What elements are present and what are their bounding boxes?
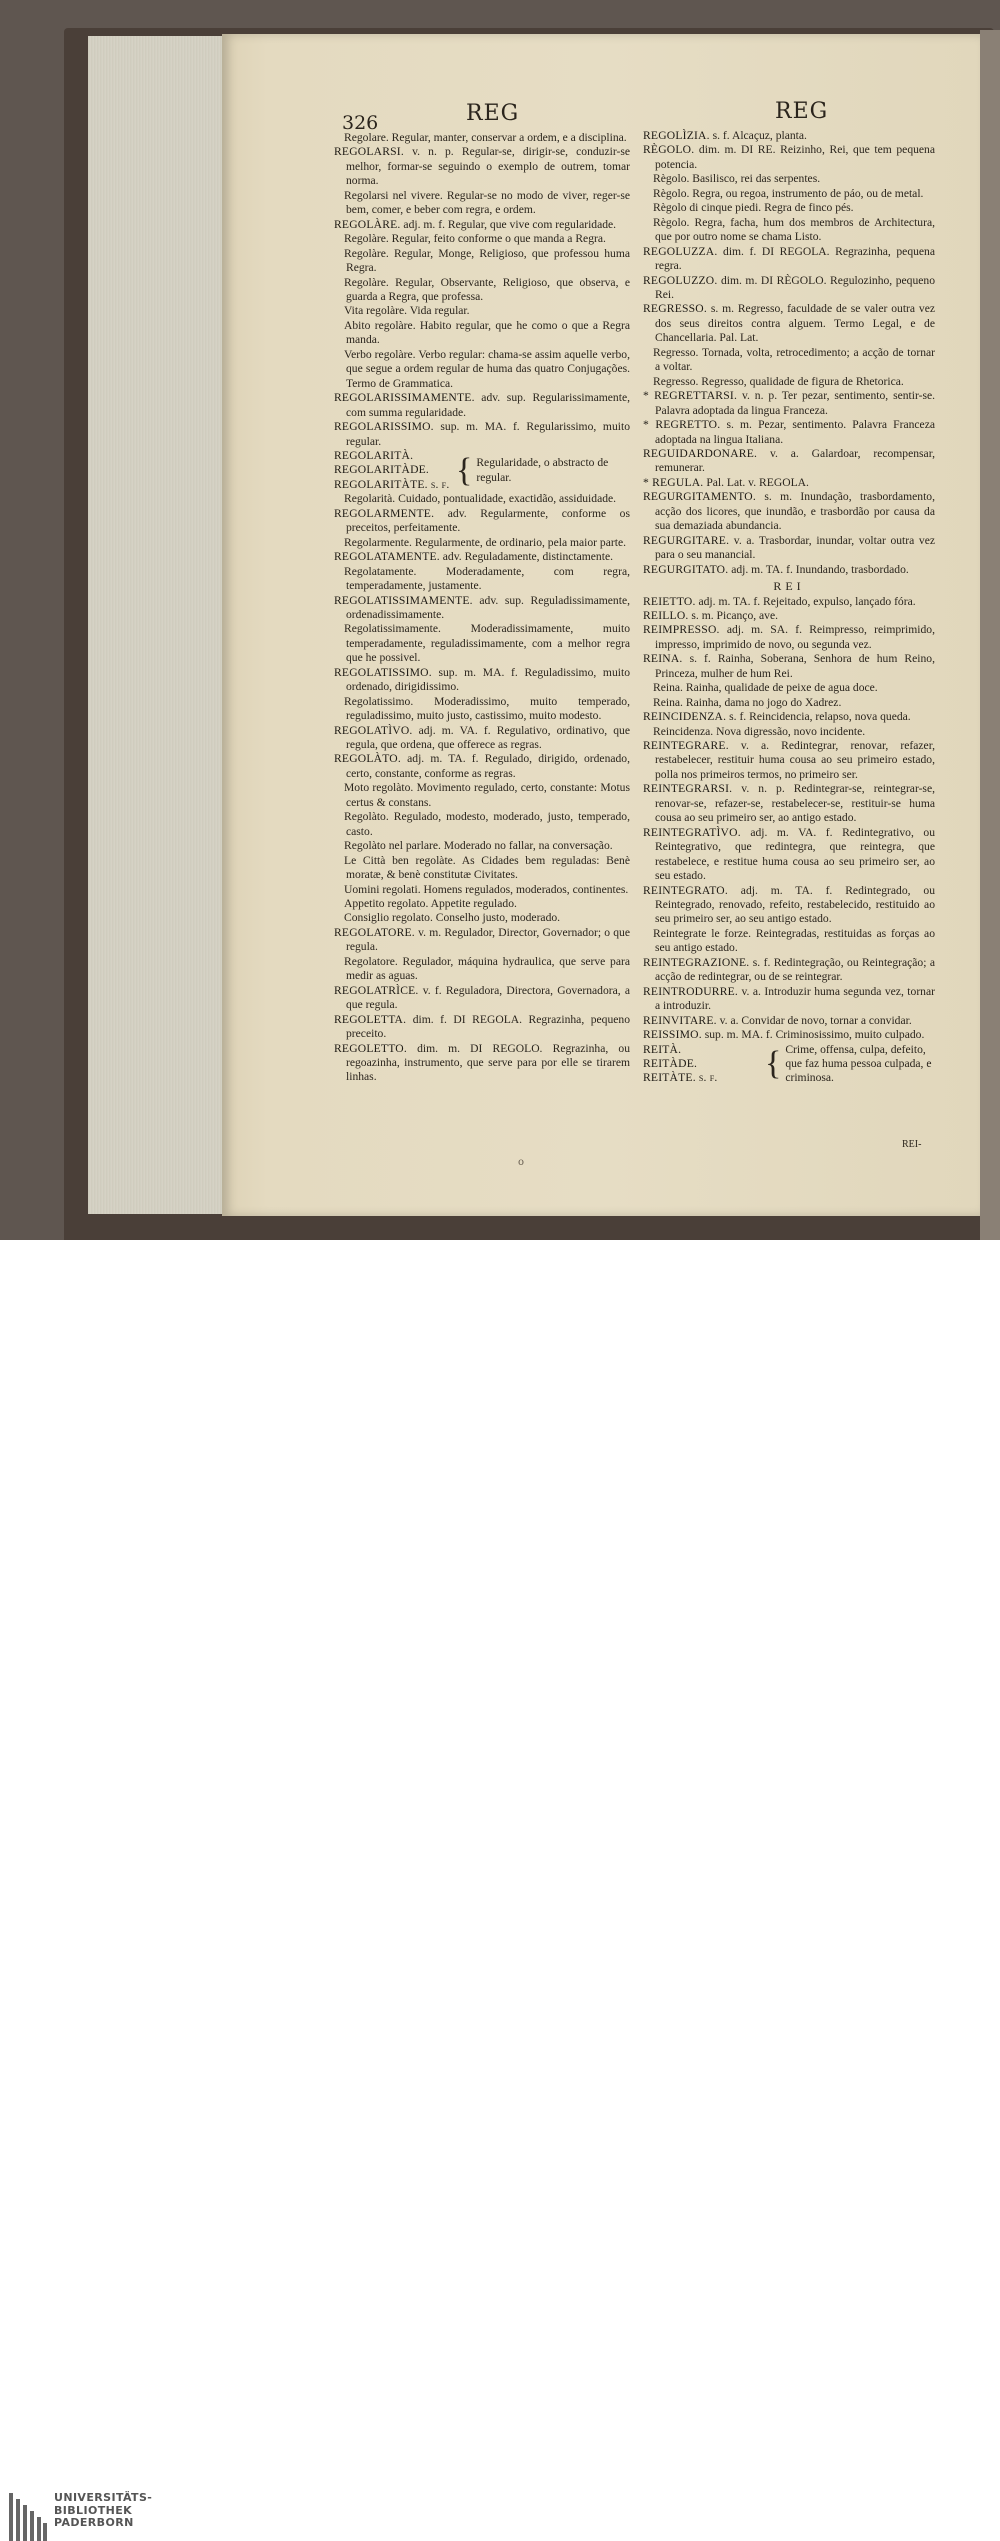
- dictionary-entry: [334, 926, 630, 955]
- headword: REITÀ.: [643, 1042, 682, 1056]
- definition: Pal. Lat. v. REGOLA.: [703, 475, 809, 489]
- dictionary-entry: [334, 724, 630, 753]
- footer: [0, 1240, 1000, 2529]
- sense-line: Abito regolàre. Habito regular, que he como o que a Regra manda.: [344, 318, 630, 347]
- dictionary-entry: [643, 595, 935, 609]
- dictionary-entry: [334, 218, 630, 232]
- headword: REINTEGRATO.: [643, 883, 728, 897]
- library-logo-icon: [9, 2493, 47, 2541]
- sense-line: Regolarità. Cuidado, pontualidade, exactidão, assiduidade.: [344, 492, 617, 506]
- dictionary-entry: [334, 1042, 630, 1085]
- sense-line: Règolo di cinque piedi. Regra de finco pés.: [653, 201, 854, 215]
- dictionary-entry: [643, 447, 935, 476]
- definition: Regularidade, o abstracto de regular.: [476, 456, 609, 484]
- library-line-3: PADERBORN: [54, 2516, 134, 2529]
- headword: RÈGOLO.: [643, 143, 695, 157]
- dictionary-entry: [334, 391, 630, 420]
- dictionary-entry: [643, 985, 935, 1014]
- definition: dim. m. DI RE. Reizinho, Rei, que tem pequena potencia.: [655, 143, 935, 171]
- headword: REISSIMO.: [643, 1028, 702, 1042]
- headword: REGOLARISSIMAMENTE.: [334, 391, 475, 405]
- headword: REIETTO.: [643, 594, 696, 608]
- page-edges: [88, 36, 225, 1214]
- definition: adj. m. TA. f. Redintegrado, ou Reintegrado, renovado, refeito, restabelecido, restituido ao seu primeiro ser, ao seu antigo estado.: [655, 883, 935, 926]
- library-name: [54, 2492, 152, 2530]
- definition: v. n. p. Regular-se, dirigir-se, conduzir-se melhor, formar-se seguindo o exemplo de outrem, tomar norma.: [346, 145, 630, 188]
- sense-line: Regolatissimo. Moderadissimo, muito temperado, reguladissimo, muito justo, castissimo, muito modesto.: [344, 694, 630, 723]
- sense-line: Reina. Rainha, dama no jogo do Xadrez.: [653, 695, 842, 709]
- sense-line: Regolare. Regular, manter, conservar a ordem, e a disciplina.: [344, 131, 627, 144]
- headword: REINA.: [643, 652, 683, 666]
- definition: adj. m. f. Regular, que vive com regularidade.: [400, 217, 617, 231]
- dictionary-entry: [334, 1013, 630, 1042]
- dictionary-entry: [334, 420, 630, 449]
- book-scan: [0, 0, 1000, 1240]
- dictionary-entry: [643, 884, 935, 927]
- dictionary-entry: [643, 563, 935, 577]
- sense-line: Consiglio regolato. Conselho justo, moderado.: [344, 911, 561, 925]
- dictionary-entry: [643, 1028, 935, 1042]
- sense-line: Regolàre. Regular, Observante, Religioso, que observa, e guarda a Regra, que professa.: [344, 275, 630, 303]
- headword: REINCIDENZA.: [643, 710, 727, 724]
- grouped-entry: [643, 1043, 935, 1086]
- definition: v. a. Galardoar, recompensar, remunerar.: [655, 446, 935, 475]
- headword: * REGULA.: [643, 475, 704, 489]
- brace-icon: {: [765, 1045, 782, 1083]
- headword: REGURGITARE.: [643, 533, 730, 547]
- headword: REGOLARITÀ.: [334, 448, 414, 462]
- library-line-1: UNIVERSITÄTS-: [54, 2491, 153, 2504]
- dictionary-entry: [334, 752, 630, 781]
- dictionary-entry: [643, 623, 935, 652]
- definition: adj. m. TA. f. Inundando, trasbordado.: [728, 562, 909, 576]
- definition: v. f. Reguladora, Directora, Governadora, a que regula.: [346, 983, 630, 1012]
- running-head-right: REG: [775, 99, 829, 124]
- left-column: [334, 131, 630, 1085]
- definition: sup. m. MA. f. Reguladissimo, muito ordenado, dirigidissimo.: [346, 665, 630, 694]
- headword: REGOLÀRE.: [334, 217, 401, 231]
- sense-line: Regolarmente. Regularmente, de ordinario, pela maior parte.: [344, 535, 627, 549]
- sense-line: Regolarsi nel vivere. Regular-se no modo de viver, reger-se bem, comer, e beber com regra, e ordem.: [344, 188, 630, 217]
- dictionary-entry: [643, 710, 935, 724]
- headword: REGOLARITÀDE.: [334, 463, 430, 477]
- catchword: REI-: [902, 1139, 922, 1150]
- headword: REGOLARSI.: [334, 145, 404, 159]
- headword: REGOLARITÀTE. s. f.: [334, 477, 450, 491]
- headword: REITÀDE.: [643, 1057, 698, 1070]
- dictionary-entry: [643, 956, 935, 985]
- dictionary-entry: [643, 418, 935, 447]
- dictionary-entry: [643, 652, 935, 681]
- headword: REILLO.: [643, 608, 689, 622]
- sense-line: Regolatamente. Moderadamente, com regra, temperadamente, justamente.: [344, 564, 630, 593]
- headword: REGOLÌZIA.: [643, 129, 710, 142]
- definition: s. f. Reincidencia, relapso, nova queda.: [726, 710, 911, 724]
- headword: REGOLUZZA.: [643, 244, 718, 258]
- headword: REIMPRESSO.: [643, 623, 720, 637]
- sense-line: Regolàto nel parlare. Moderado no fallar, na conversação.: [344, 839, 613, 853]
- sense-line: Appetito regolato. Appetite regulado.: [344, 897, 517, 911]
- definition: adj. m. VA. f. Regulativo, ordinativo, que regula, que ordena, que offerece as regras.: [346, 723, 630, 752]
- headword: * REGRETTARSI.: [643, 389, 738, 403]
- sense-line: Regresso. Tornada, volta, retrocedimento; a acção de tornar a voltar.: [653, 345, 935, 374]
- dictionary-entry: [643, 534, 935, 563]
- sense-line: Vita regolàre. Vida regular.: [344, 304, 470, 318]
- sense-line: Verbo regolàre. Verbo regular: chama-se assim aquelle verbo, que segue a ordem regular de huma das quatro Conjugações. Termo de Grammatica.: [344, 347, 630, 390]
- definition: s. m. Picanço, ave.: [688, 608, 779, 622]
- headword: REGOLÀTO.: [334, 752, 401, 766]
- definition: adv. sup. Regularissimamente, com summa regularidade.: [346, 391, 630, 419]
- definition: adv. Reguladamente, distinctamente.: [439, 550, 613, 564]
- sense-line: Regolatore. Regulador, máquina hydraulica, que serve para medir as aguas.: [344, 954, 630, 983]
- definition: s. f. Alcaçuz, planta.: [709, 129, 807, 142]
- definition: v. a. Redintegrar, renovar, refazer, restabelecer, restituir huma cousa ao seu primeiro estado, polla nos primeiros termos, no primeiro ser.: [655, 739, 935, 781]
- headword: REINTEGRATÌVO.: [643, 825, 741, 839]
- dictionary-entry: [334, 507, 630, 536]
- definition: v. m. Regulador, Director, Governador; o que regula.: [346, 925, 630, 954]
- definition: s. m. Regresso, faculdade de se valer outra vez dos seus direitos contra alguem. Termo Legal, e de Chancellaria. Pal. Lat.: [655, 302, 935, 345]
- headword: REGOLARMENTE.: [334, 506, 435, 520]
- headword: REGOLATAMENTE.: [334, 550, 440, 564]
- right-column: [643, 129, 935, 1086]
- dictionary-entry: [643, 143, 935, 172]
- definition: adv. sup. Reguladissimamente, ordenadissimamente.: [346, 593, 630, 621]
- facing-page-edge: [980, 30, 1000, 1240]
- headword: REGOLATISSIMO.: [334, 665, 432, 679]
- sense-line: Reintegrate le forze. Reintegradas, restituidas as forças ao seu antigo estado.: [653, 926, 935, 955]
- sense-line: Règolo. Regra, ou regoa, instrumento de páo, ou de metal.: [653, 186, 924, 200]
- dictionary-entry: [643, 389, 935, 418]
- definition: v. a. Convidar de novo, tornar a convidar.: [716, 1013, 912, 1027]
- headword: REGOLATORE.: [334, 925, 415, 939]
- sense-line: Regolàre. Regular, feito conforme o que manda a Regra.: [344, 232, 606, 246]
- dictionary-entry: [643, 245, 935, 274]
- dictionary-entry: [643, 476, 935, 490]
- dictionary-entry: [334, 666, 630, 695]
- headword: REINTEGRARE.: [643, 739, 729, 753]
- grouped-entry: [334, 449, 630, 492]
- headword: REINTEGRARSI.: [643, 782, 733, 796]
- headword: REGURGITAMENTO.: [643, 490, 756, 504]
- sense-line: Moto regolàto. Movimento regulado, certo, constante: Motus certus & constans.: [344, 781, 630, 809]
- definition: Crime, offensa, culpa, defeito, que faz huma pessoa culpada, e criminosa.: [785, 1042, 932, 1085]
- definition: adj. m. TA. f. Rejeitado, expulso, lançado fóra.: [695, 594, 916, 608]
- page-number: 326: [342, 112, 379, 134]
- sense-line: Regolatissimamente. Moderadissimamente, muito temperadamente, reguladissimamente, com a melhor regra que he possivel.: [344, 622, 630, 665]
- sense-line: Reincidenza. Nova digressão, novo incidente.: [653, 724, 866, 738]
- headword: REGRESSO.: [643, 302, 707, 316]
- definition: s. f. Rainha, Soberana, Senhora de hum Reino, Princeza, mulher de hum Rei.: [655, 652, 935, 680]
- definition: v. n. p. Ter pezar, sentimento, sentir-se. Palavra adoptada da lingua Franceza.: [655, 389, 936, 417]
- brace-icon: {: [456, 451, 473, 489]
- definition: adj. m. VA. f. Redintegrativo, ou Reintegrativo, que redintegra, que reintegra, que restabelece, e restitue huma cousa ao seu primeiro ser, ao seu estado.: [655, 825, 935, 883]
- sense-line: Le Città ben regolàte. As Cidades bem reguladas: Benè moratæ, & benè constitutæ Civitates.: [344, 853, 630, 882]
- section-heading: REI: [773, 579, 805, 594]
- definition: sup. m. MA. f. Criminosissimo, muito culpado.: [701, 1028, 925, 1042]
- signature-mark: o: [518, 1157, 525, 1168]
- definition: s. m. Inundação, trasbordamento, acção dos licores, que inundão, e trasbordão por causa da sua demaziada abundancia.: [655, 490, 935, 533]
- headword: REINVITARE.: [643, 1013, 717, 1027]
- headword: REGOLUZZO.: [643, 273, 718, 287]
- definition: dim. m. DI REGOLO. Regrazinha, ou regoazinha, instrumento, que serve para por elle se tirarem linhas.: [346, 1041, 630, 1084]
- dictionary-entry: [334, 594, 630, 623]
- headword: REGOLATISSIMAMENTE.: [334, 593, 473, 607]
- definition: v. a. Trasbordar, inundar, voltar outra vez para o seu manancial.: [655, 533, 935, 562]
- dictionary-entry: [334, 984, 630, 1013]
- definition: sup. m. MA. f. Regularissimo, muito regular.: [346, 420, 630, 448]
- headword: REGOLATRÌCE.: [334, 983, 419, 997]
- definition: adj. m. SA. f. Reimpresso, reimprimido, impresso, imprimido de novo, ou segunda vez.: [655, 623, 935, 651]
- definition: dim. f. DI REGOLA. Regrazinha, pequena regra.: [655, 244, 935, 273]
- headword: REINTRODURRE.: [643, 984, 739, 998]
- definition: v. n. p. Redintegrar-se, reintegrar-se, renovar-se, refazer-se, restabelecer-se, restituir-se huma cousa ao seu primeiro ser, ao antigo estado.: [655, 782, 935, 825]
- dictionary-entry: [643, 490, 935, 533]
- headword: REGOLARISSIMO.: [334, 420, 434, 434]
- headword: REITÀTE. s. f.: [643, 1071, 718, 1085]
- grouped-headwords: [643, 1043, 765, 1086]
- dictionary-entry: [643, 129, 935, 143]
- library-line-2: BIBLIOTHEK: [54, 2503, 133, 2517]
- definition: v. a. Introduzir huma segunda vez, tornar a introduzir.: [655, 984, 935, 1013]
- dictionary-entry: [643, 609, 935, 623]
- definition: adj. m. TA. f. Regulado, dirigido, ordenado, certo, constante, conforme as regras.: [346, 752, 630, 780]
- headword: REGUIDARDONARE.: [643, 446, 758, 460]
- sense-line: Uomini regolati. Homens regulados, moderados, continentes.: [344, 882, 629, 896]
- definition: s. f. Redintegração, ou Reintegração; a acção de redintegrar, ou de se reintegrar.: [655, 955, 935, 984]
- sense-line: Reina. Rainha, qualidade de peixe de agua doce.: [653, 681, 878, 695]
- dictionary-entry: [643, 826, 935, 884]
- grouped-headwords: [334, 449, 456, 492]
- dictionary-entry: [334, 145, 630, 188]
- headword: REGURGITATO.: [643, 562, 729, 576]
- headword: REGOLETTO.: [334, 1041, 407, 1055]
- headword: REINTEGRAZIONE.: [643, 955, 750, 969]
- headword: * REGRETTO.: [643, 418, 721, 432]
- headword: REGOLETTA.: [334, 1012, 407, 1026]
- definition: s. m. Pezar, sentimento. Palavra Franceza adoptada na lingua Italiana.: [655, 418, 935, 446]
- definition: dim. m. DI RÈGOLO. Regulozinho, pequeno Rei.: [655, 273, 935, 301]
- dictionary-entry: [334, 550, 630, 564]
- sense-line: Regresso. Regresso, qualidade de figura de Rhetorica.: [653, 374, 904, 388]
- dictionary-entry: [643, 782, 935, 825]
- running-head-left: REG: [466, 101, 520, 126]
- sense-line: Règolo. Basilisco, rei das serpentes.: [653, 172, 821, 186]
- sense-line: Regolàto. Regulado, modesto, moderado, justo, temperado, casto.: [344, 810, 630, 838]
- sense-line: Regolàre. Regular, Monge, Religioso, que professou huma Regra.: [344, 246, 630, 275]
- headword: REGOLATÌVO.: [334, 723, 413, 737]
- definition: adv. Regularmente, conforme os preceitos, perfeitamente.: [346, 506, 630, 535]
- sense-line: Règolo. Regra, facha, hum dos membros de Architectura, que por outro nome se chama Listo.: [653, 215, 935, 244]
- definition: dim. f. DI REGOLA. Regrazinha, pequeno preceito.: [346, 1012, 630, 1041]
- dictionary-entry: [643, 1014, 935, 1028]
- dictionary-entry: [643, 274, 935, 303]
- dictionary-entry: [643, 302, 935, 345]
- dictionary-entry: [643, 739, 935, 782]
